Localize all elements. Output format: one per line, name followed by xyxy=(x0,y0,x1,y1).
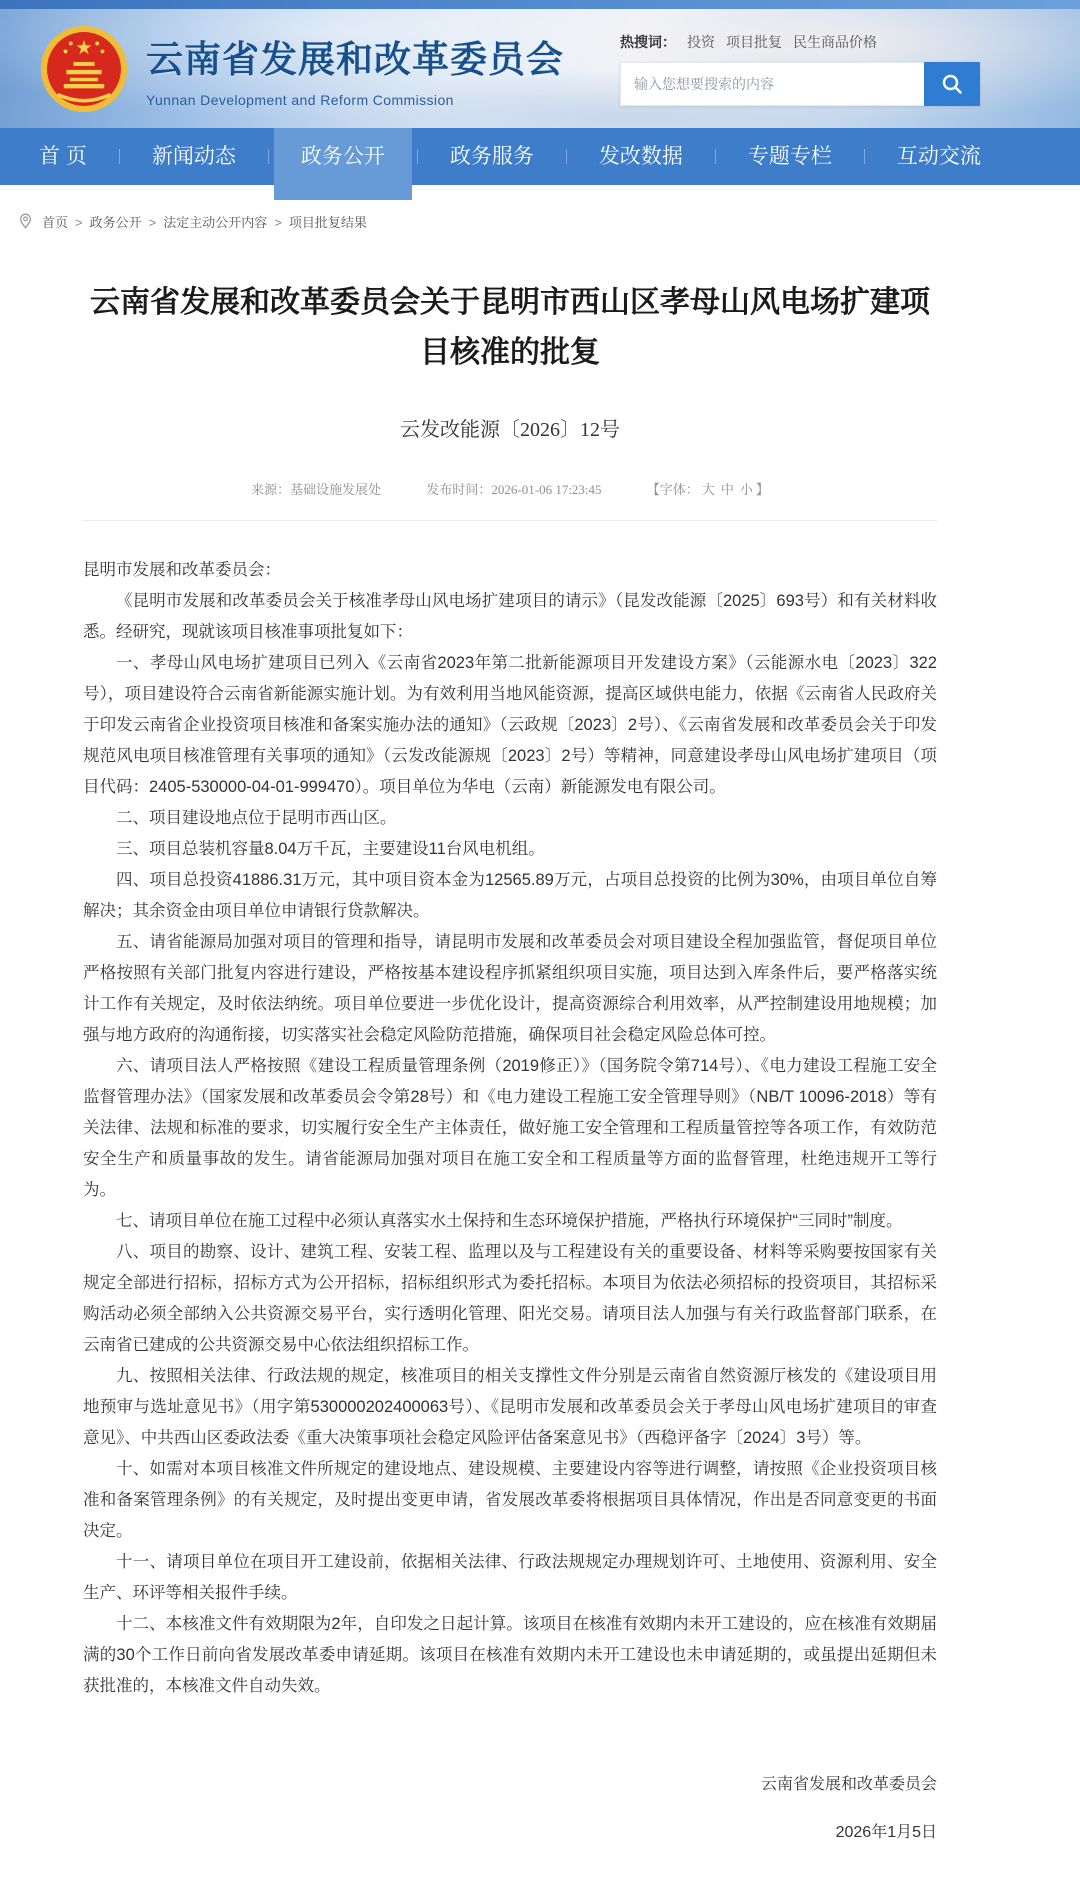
article-paragraph: 五、请省能源局加强对项目的管理和指导，请昆明市发展和改革委员会对项目建设全程加强监管，督促项目单位严格按照有关部门批复内容进行建设，严格按基本建设程序抓紧组织项目实施，项目达到入库条件后，要严格落实统计工作有关规定，及时依法纳统。项目单位要进一步优化设计，提高资源综合利用效率，从严控制建设用地规模；加强与地方政府的沟通衔接，切实落实社会稳定风险防范措施，确保项目社会稳定风险总体可控。 xyxy=(83,933,937,1044)
nav-item-gov-info[interactable]: 政务公开 xyxy=(274,128,412,185)
nav-divider xyxy=(715,149,716,164)
article-paragraph: 三、项目总装机容量8.04万千瓦，主要建设11台风电机组。 xyxy=(116,840,545,858)
site-title: 云南省发展和改革委员会 xyxy=(146,39,564,80)
brand xyxy=(40,25,564,113)
nav-item-topics[interactable]: 专题专栏 xyxy=(747,145,832,168)
site-header xyxy=(0,9,1080,128)
nav-divider xyxy=(417,149,418,164)
article-meta xyxy=(83,479,937,521)
national-emblem-logo xyxy=(40,25,128,113)
signature-block xyxy=(83,1770,937,1848)
site-subtitle: Yunnan Development and Reform Commission xyxy=(146,92,454,108)
signature-date: 2026年1月5日 xyxy=(835,1824,937,1841)
font-size-control xyxy=(647,482,769,497)
breadcrumb-list xyxy=(42,212,367,231)
breadcrumb xyxy=(0,185,1080,248)
search-input[interactable] xyxy=(620,62,924,106)
publish-time-value: 2026-01-06 17:23:45 xyxy=(491,482,602,497)
article-paragraph: 八、项目的勘察、设计、建筑工程、安装工程、监理以及与工程建设有关的重要设备、材料等采购要按国家有关规定全部进行招标，招标方式为公开招标，招标组织形式为委托招标。本项目为依法必须招标的投资项目，其招标采购活动必须全部纳入公共资源交易平台，实行透明化管理、阳光交易。请项目法人加强与有关行政监督部门联系，在云南省已建成的公共资源交易中心依法组织招标工作。 xyxy=(83,1243,937,1354)
breadcrumb-pin-icon xyxy=(18,213,33,230)
article-title: 云南省发展和改革委员会关于昆明市西山区孝母山风电场扩建项目核准的批复 xyxy=(90,286,930,369)
font-size-link[interactable]: 小 xyxy=(739,482,753,497)
main-nav xyxy=(0,128,1020,185)
hot-keyword-link[interactable]: 投资 xyxy=(687,34,715,50)
search-icon xyxy=(941,73,963,95)
signature-org: 云南省发展和改革委员会 xyxy=(760,1776,937,1793)
nav-item-ndrc-data[interactable]: 发改数据 xyxy=(598,145,683,168)
article-paragraphs xyxy=(83,586,937,1702)
hot-keyword-link[interactable]: 项目批复 xyxy=(726,34,782,50)
font-label-close: 】 xyxy=(755,482,769,497)
breadcrumb-link[interactable]: 项目批复结果 xyxy=(288,215,367,230)
font-size-link[interactable]: 中 xyxy=(720,482,734,497)
hot-keywords-row xyxy=(620,33,980,51)
nav-divider xyxy=(864,149,865,164)
article-paragraph: 七、请项目单位在施工过程中必须认真落实水土保持和生态环境保护措施，严格执行环境保护“三同时”制度。 xyxy=(116,1212,903,1230)
nav-item-news[interactable]: 新闻动态 xyxy=(151,145,236,168)
article-paragraph: 一、孝母山风电场扩建项目已列入《云南省2023年第二批新能源项目开发建设方案》（云能源水电〔2023〕322号），项目建设符合云南省新能源实施计划。为有效利用当地风能资源，提高区域供电能力，依据《云南省人民政府关于印发云南省企业投资项目核准和备案实施办法的通知》（云政规〔2023〕2号）、《云南省发展和改革委员会关于印发规范风电项目核准管理有关事项的通知》（云发改能源规〔2023〕2号）等精神，同意建设孝母山风电场扩建项目（项目代码：2405-530000-04-01-999470）。项目单位为华电（云南）新能源发电有限公司。 xyxy=(83,654,937,796)
breadcrumb-link[interactable]: 政务公开 xyxy=(89,215,142,230)
search-bar xyxy=(620,62,980,106)
breadcrumb-separator: > xyxy=(148,215,157,230)
hot-keyword-link[interactable]: 民生商品价格 xyxy=(793,34,877,50)
hot-keywords-label: 热搜词： xyxy=(620,34,676,50)
search-button[interactable] xyxy=(924,62,980,106)
publish-time-label: 发布时间： xyxy=(426,482,492,497)
article-salutation: 昆明市发展和改革委员会： xyxy=(83,561,281,579)
article-paragraph: 十一、请项目单位在项目开工建设前，依据相关法律、行政法规规定办理规划许可、土地使用、资源利用、安全生产、环评等相关报件手续。 xyxy=(83,1553,937,1602)
breadcrumb-link[interactable]: 首页 xyxy=(42,215,69,230)
nav-divider xyxy=(268,149,269,164)
nav-item-interaction[interactable]: 互动交流 xyxy=(896,145,981,168)
document-number: 云发改能源〔2026〕12号 xyxy=(400,419,620,441)
article-publish-time xyxy=(426,482,601,497)
article-paragraph: 十二、本核准文件有效期限为2年，自印发之日起计算。该项目在核准有效期内未开工建设的，应在核准有效期届满的30个工作日前向省发展改革委申请延期。该项目在核准有效期内未开工建设也未申请延期的，或虽提出延期但未获批准的，本核准文件自动失效。 xyxy=(83,1615,937,1695)
article-paragraph: 《昆明市发展和改革委员会关于核准孝母山风电场扩建项目的请示》（昆发改能源〔2025〕693号）和有关材料收悉。经研究，现就该项目核准事项批复如下： xyxy=(83,592,937,641)
hot-keywords xyxy=(676,34,877,50)
font-size-switcher xyxy=(699,482,756,497)
article-card xyxy=(40,278,980,1894)
breadcrumb-link[interactable]: 法定主动公开内容 xyxy=(163,215,268,230)
main-nav-bar xyxy=(0,128,1080,185)
nav-item-services[interactable]: 政务服务 xyxy=(449,145,534,168)
font-label-open: 【字体： xyxy=(646,482,699,497)
font-size-link[interactable]: 大 xyxy=(701,482,715,497)
breadcrumb-separator: > xyxy=(274,215,282,230)
article-source xyxy=(251,482,381,497)
article-body xyxy=(83,555,937,1702)
source-label: 来源： xyxy=(251,482,291,497)
article-paragraph: 四、项目总投资41886.31万元，其中项目资本金为12565.89万元，占项目总投资的比例为30%，由项目单位自筹解决；其余资金由项目单位申请银行贷款解决。 xyxy=(83,871,937,920)
article-paragraph: 二、项目建设地点位于昆明市西山区。 xyxy=(116,809,397,827)
article-paragraph: 十、如需对本项目核准文件所规定的建设地点、建设规模、主要建设内容等进行调整，请按照《企业投资项目核准和备案管理条例》的有关规定，及时提出变更申请，省发展改革委将根据项目具体情况，作出是否同意变更的书面决定。 xyxy=(83,1460,937,1540)
article-paragraph: 六、请项目法人严格按照《建设工程质量管理条例（2019修正）》（国务院令第714号）、《电力建设工程施工安全监督管理办法》（国家发展和改革委员会令第28号）和《电力建设工程施工安全管理导则》（NB/T 10096-2018）等有关法律、法规和标准的要求，切实履行安全生产主体责任，做好施工安全管理和工程质量管控等各项工作，有效防范安全生产和质量事故的发生。请省能源局加强对项目在施工安全和工程质量等方面的监督管理，杜绝违规开工等行为。 xyxy=(83,1057,937,1199)
nav-divider xyxy=(566,149,567,164)
source-value: 基础设施发展处 xyxy=(290,482,382,497)
nav-item-home[interactable]: 首 页 xyxy=(39,145,87,168)
nav-divider xyxy=(119,149,120,164)
top-accent-strip xyxy=(0,0,1080,9)
breadcrumb-separator: > xyxy=(75,215,83,230)
article-paragraph: 九、按照相关法律、行政法规的规定，核准项目的相关支撑性文件分别是云南省自然资源厅核发的《建设项目用地预审与选址意见书》（用字第530000202400063号）、《昆明市发展和改革委员会关于孝母山风电场扩建项目的审查意见》、中共西山区委政法委《重大决策事项社会稳定风险评估备案意见书》（西稳评备字〔2024〕3号）等。 xyxy=(83,1367,937,1447)
